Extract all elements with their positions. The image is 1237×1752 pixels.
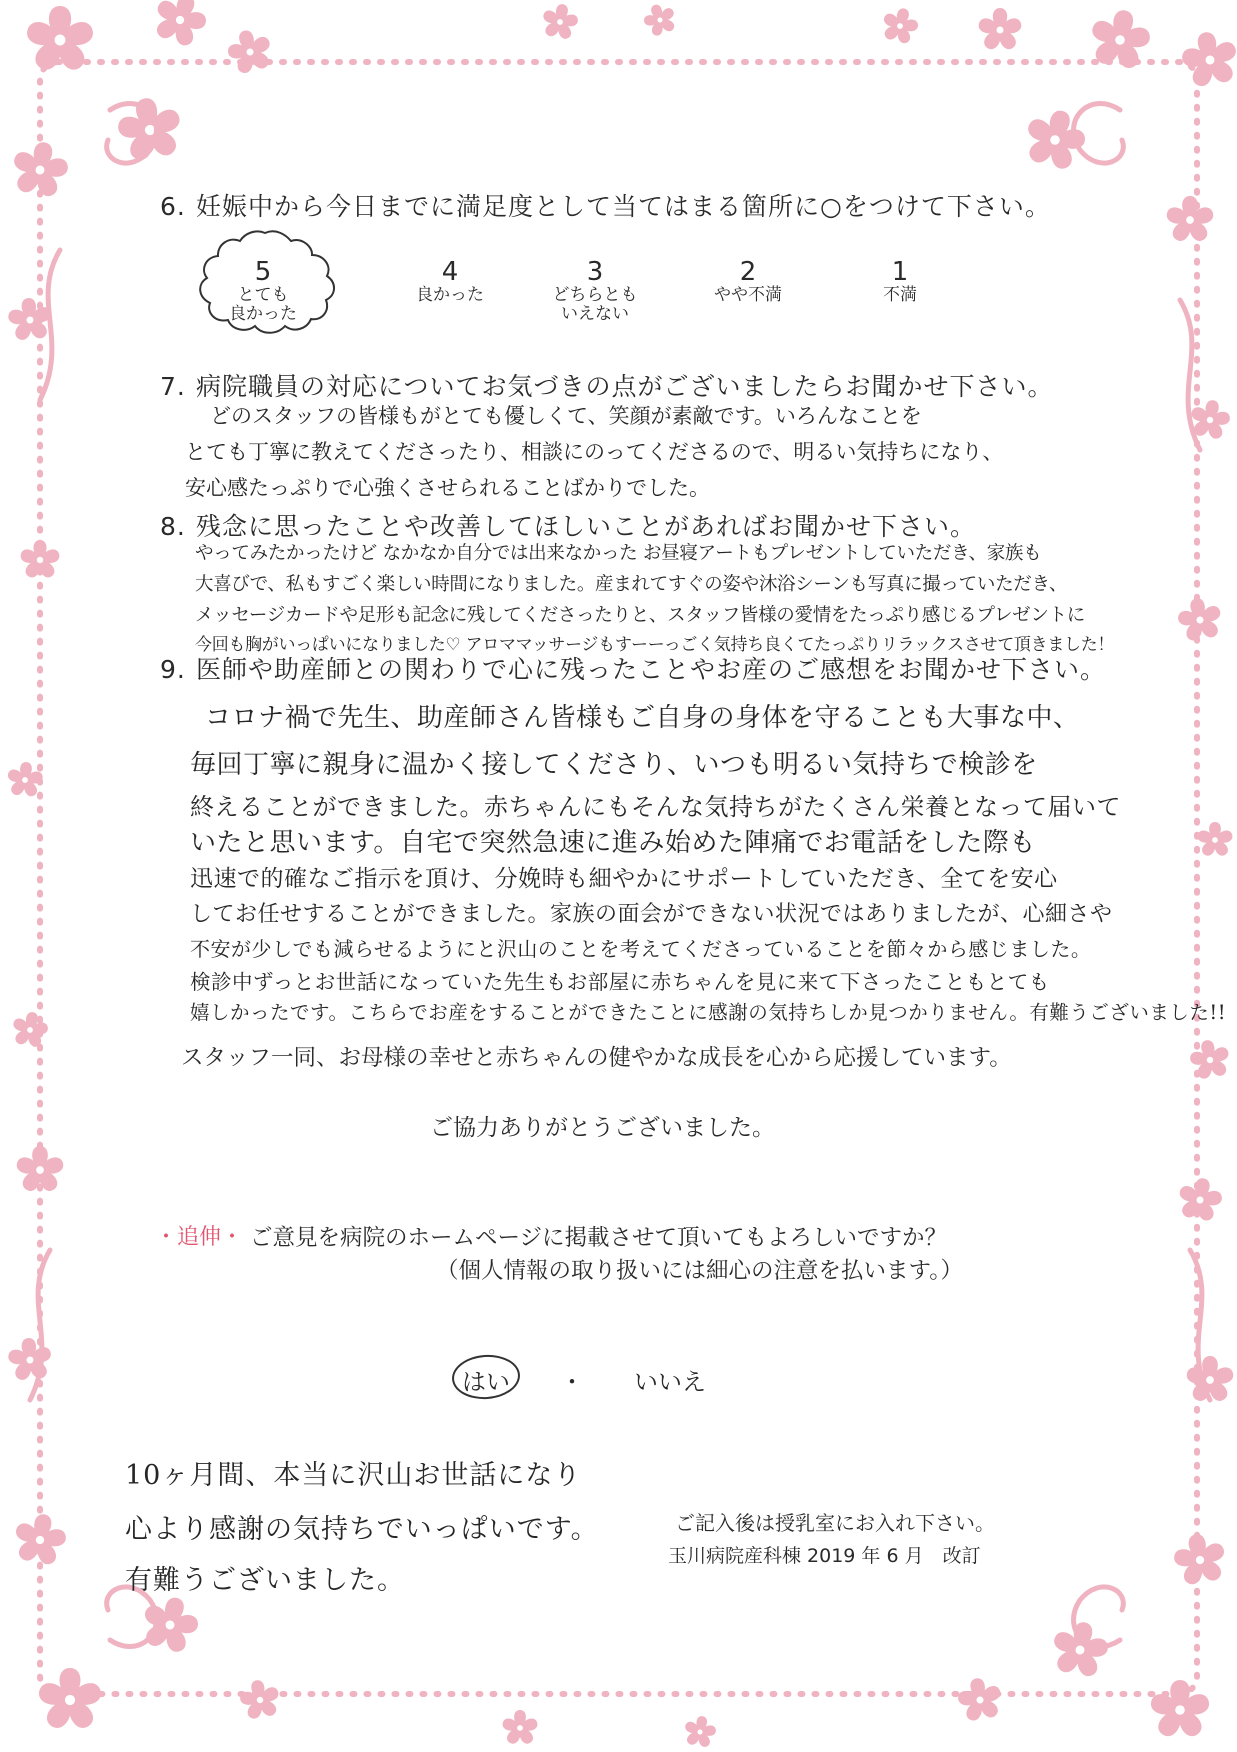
footer-org: 玉川病院産科棟 2019 年 6 月 改訂 [668,1545,981,1567]
flower-icon [1173,1174,1226,1225]
rating-number: 1 [891,257,909,287]
rating-number: 5 [254,257,272,287]
closing-message: スタッフ一同、お母様の幸せと赤ちゃんの健やかな成長を心から応援しています。 [181,1045,1012,1071]
answer-line: 大喜びで、私もすごく楽しい時間になりました。産まれてすぐの姿や沐浴シーンも写真に撮っていただき、 [195,574,1068,595]
answer-line: 嬉しかったです。こちらでお産をすることができたことに感謝の気持ちしか見つかりません。有難うございました!! [190,1001,1227,1024]
flower-icon [977,8,1023,52]
rating-label: やや不満 [714,285,782,305]
answer-line: 終えることができました。赤ちゃんにもそんな気持ちがたくさん栄養となって届いて [190,793,1121,821]
footer-instruction: ご記入後は授乳室にお入れ下さい。 [675,1511,995,1535]
answer-line: 毎回丁寧に親身に温かく接してくださり、いつも明るい気持ちで検診を [190,750,1038,780]
question-number: 7. [160,372,186,401]
question-text: 病院職員の対応についてお気づきの点がございましたらお聞かせ下さい。 [196,372,1054,401]
answer-line: どのスタッフの皆様もがとても優しくて、笑顔が素敵です。いろんなことを [210,404,922,428]
handwritten-note-line: 心より感謝の気持ちでいっぱいです。 [125,1514,599,1545]
rating-label: 良かった [416,285,484,305]
rating-number: 3 [586,257,604,287]
option-separator: ・ [560,1368,584,1396]
rating-option-3[interactable] [540,258,650,324]
question-number: 6. [160,192,186,221]
flower-icon [1196,822,1234,858]
answer-line: 安心感たっぷりで心強くさせられることばかりでした。 [185,476,710,500]
question-6 [160,187,1051,223]
flower-icon [1176,27,1237,92]
rating-option-4[interactable] [395,258,505,305]
flower-icon [501,1710,539,1746]
flower-icon [681,1713,720,1750]
postscript-label: ・追伸・ [155,1225,244,1250]
thanks-text: ご協力ありがとうございました。 [430,1115,775,1141]
question-text: 残念に思ったことや改善してほしいことがあればお聞かせ下さい。 [196,512,977,541]
answer-line: メッセージカードや足形も記念に残してくださったりと、スタッフ皆様の愛情をたっぷり感じるプレゼントに [195,605,1085,626]
question-number: 8. [160,512,186,541]
answer-line: 検診中ずっとお世話になっていた先生もお部屋に赤ちゃんを見に来て下さったこともとても [190,970,1050,994]
flower-icon [877,4,923,49]
question-9 [160,650,1106,686]
question-text: 医師や助産師との関わりで心に残ったことやお産のご感想をお聞かせ下さい。 [196,655,1107,684]
flower-icon [5,1336,55,1384]
answer-line: コロナ禍で先生、助産師さん皆様もご自身の身体を守ることも大事な中、 [205,703,1080,733]
rating-number: 2 [739,257,757,287]
question-number: 9. [160,655,186,684]
flower-icon [8,1009,52,1051]
answer-yes[interactable]: はい [462,1368,510,1396]
handwritten-note-line: 10ヶ月間、本当に沢山お世話になり [125,1460,582,1491]
handwritten-note-line: 有難うございました。 [125,1565,405,1596]
flower-icon [639,0,682,41]
question-7 [160,367,1054,403]
flower-icon [36,1668,103,1732]
answer-line: 迅速で的確なご指示を頂け、分娩時も細やかにサポートしていただき、全てを安心 [190,866,1058,892]
rating-option-5[interactable] [208,258,318,324]
flower-icon [9,1510,72,1571]
flower-icon [1148,1680,1211,1740]
flower-icon [953,1674,1006,1725]
rating-label: とても 良かった [229,285,297,324]
flower-icon [134,1590,205,1659]
answer-line: いたと思います。自宅で突然急速に進み始めた陣痛でお電話をした際も [190,828,1036,858]
rating-option-2[interactable] [693,258,803,305]
flower-icon [222,25,278,79]
answer-line: とても丁寧に教えてくださったり、相談にのってくださるので、明るい気持ちになり、 [185,440,1004,464]
postscript-question: ご意見を病院のホームページに掲載させて頂いてもよろしいですか？ [250,1225,948,1251]
rating-option-1[interactable] [845,258,955,305]
flower-icon [1165,196,1215,244]
flower-icon [145,0,214,54]
flower-icon [1173,594,1226,645]
rating-label: 不満 [883,285,917,305]
flower-icon [1186,1037,1234,1084]
flower-icon [236,1677,284,1724]
answer-no[interactable]: いいえ [634,1368,706,1396]
answer-line: やってみたかったけど なかなか自分では出来なかった お昼寝アートもプレゼントしていただき、家族も [195,543,1042,564]
privacy-note: （個人情報の取り扱いには細心の注意を払います。） [436,1258,963,1284]
question-text: 妊娠中から今日までに満足度として当てはまる箇所に○をつけて下さい。 [196,192,1051,221]
answer-line: 今回も胸がいっぱいになりました♡ アロママッサージもすーーっごく気持ち良くてたっぷりリラックスさせて頂きました！ [195,635,1115,655]
rating-label: どちらとも いえない [552,285,638,324]
question-8 [160,507,976,543]
flower-icon [1169,1530,1232,1591]
flower-icon [538,1,582,43]
answer-line: してお任せすることができました。家族の面会ができない状況ではありましたが、心細さや [190,902,1113,927]
answer-line: 不安が少しでも減らせるようにと沢山のことを考えてくださっていることを節々から感じました。 [190,937,1092,961]
rating-number: 4 [441,257,459,287]
flower-icon [1046,1617,1114,1682]
